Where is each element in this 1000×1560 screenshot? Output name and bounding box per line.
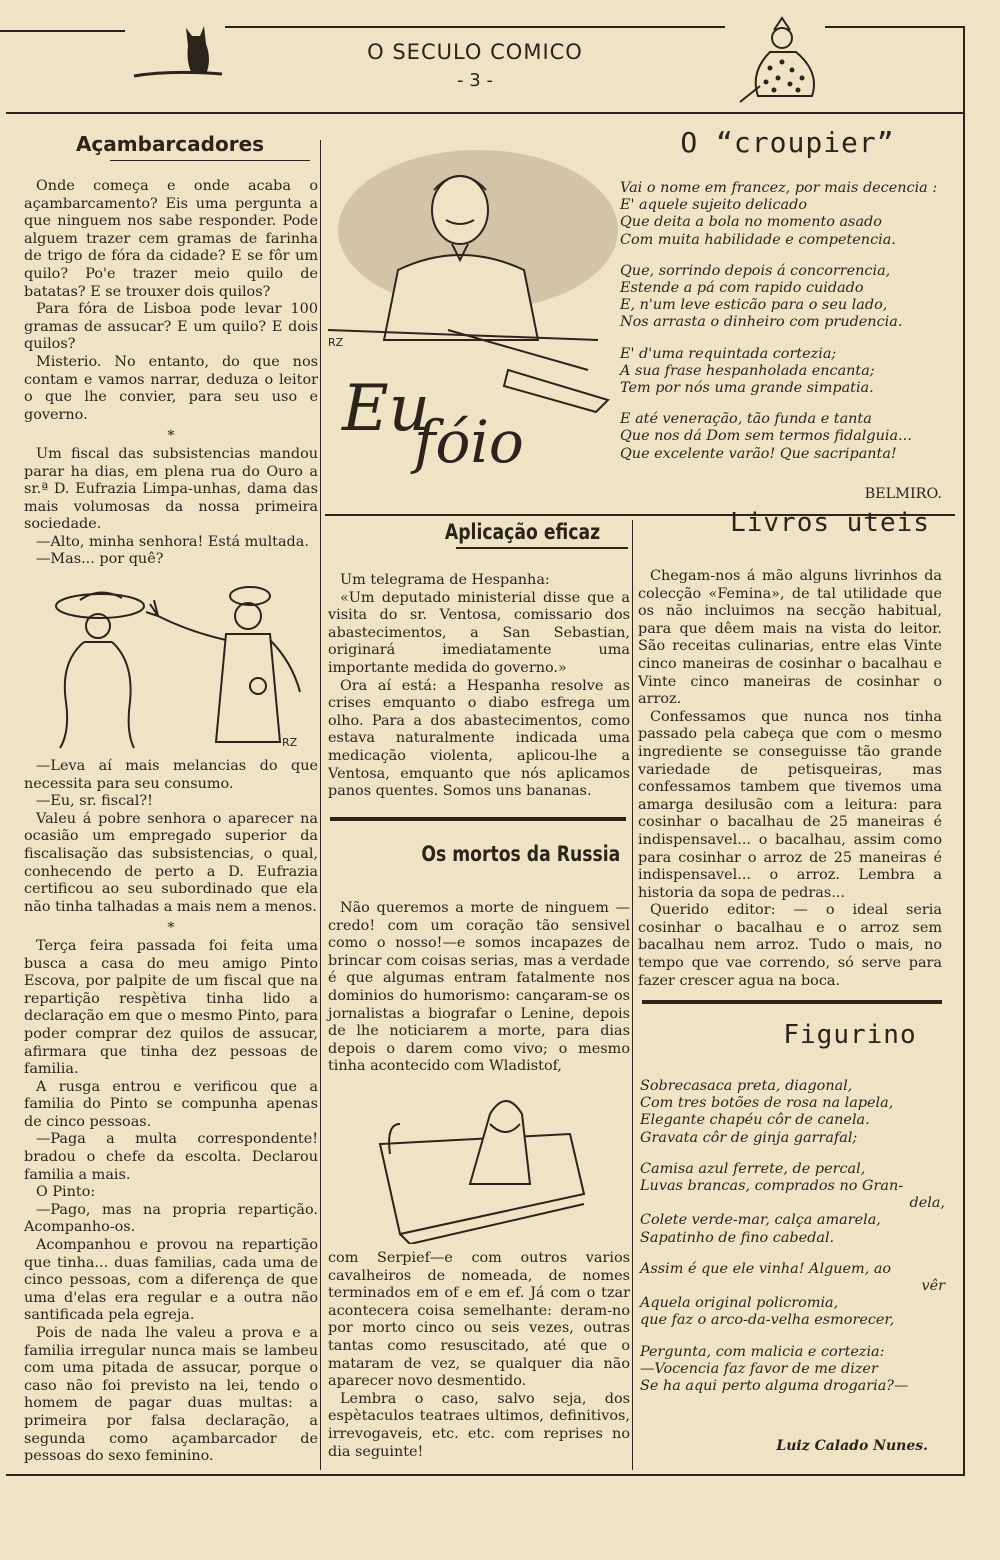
poem-line: E' aquele sujeito delicado: [620, 197, 808, 214]
poem-line: A sua frase hespanholada encanta;: [620, 362, 875, 379]
poem-line: Que nos dá Dom sem termos fidalguia...: [620, 428, 912, 445]
svg-text:RZ: RZ: [282, 736, 298, 749]
paragraph: —Alto, minha senhora! Está multada.: [36, 533, 309, 550]
paragraph: —Eu, sr. fiscal?!: [36, 793, 153, 810]
poem-line: Gravata côr de ginja garrafal;: [640, 1129, 858, 1146]
column-divider-1: [320, 140, 321, 1470]
paragraph: Para fóra de Lisboa pode levar 100 gramas de assucar? E um quilo? E dois quilos?: [24, 301, 318, 353]
poem-line: —Vocencia faz favor de me dizer: [640, 1360, 878, 1377]
poem-line: dela,: [909, 1195, 945, 1212]
poem-line: Nos arrasta o dinheiro com prudencia.: [620, 314, 903, 331]
croupier-title: O “croupier”: [680, 126, 895, 159]
acambarcadores-body-top: [24, 178, 318, 569]
aplicacao-body: [328, 572, 630, 801]
poem-line: Sobrecasaca preta, diagonal,: [640, 1078, 853, 1094]
paragraph: Acompanhou e provou na repartição que tinha... duas familias, cada uma de cinco pessoas, com a diferença de que uma d'elas era regular e a outra não santificada pela egreja.: [24, 1237, 318, 1324]
croupier-author: BELMIRO.: [864, 486, 942, 502]
paragraph: Querido editor: — o ideal seria cosinhar o bacalhau e o arroz sem bacalhau nem arroz. Tudo o mais, no tempo que vae correndo, só serve para fazer crescer agua na boca.: [638, 902, 942, 989]
poem-line: E' d'uma requintada cortezia;: [620, 345, 837, 362]
poem-line: Assim é que ele vinha! Alguem, ao: [640, 1260, 892, 1277]
livros-title: Livros uteis: [730, 508, 930, 538]
figurino-poem: [640, 1078, 945, 1395]
poem-line: Que excelente varão! Que sacripanta!: [620, 445, 897, 462]
poem-line: Sapatinho de fino cabedal.: [640, 1229, 835, 1246]
poem-line: Com tres botões de rosa na lapela,: [640, 1095, 894, 1112]
clown-figure-icon: [730, 12, 830, 107]
figurino-author: Luiz Calado Nunes.: [776, 1438, 928, 1454]
header-rule-left: [0, 30, 125, 32]
illustration-caption-1: Eu: [342, 372, 430, 446]
poem-line: que faz o arco-da-velha esmorecer,: [640, 1312, 895, 1329]
figurino-title: Figurino: [783, 1020, 917, 1050]
paragraph: Não queremos a morte de ninguem —credo! com um coração tão sensivel como o nosso!—e somos incapazes de brincar com coisas serias, mas a verdade é que algumas entram fatalmente nos dominios do humorismo: cançaram-se os jornalistas a biografar o Lenine, depois de lhe noticiarem a morte, para dias depois o darem como vivo; o mesmo tinha acontecido com Wladistof,: [328, 900, 630, 1075]
poem-line: Que, sorrindo depois á concorrencia,: [620, 262, 891, 279]
header-rule-center: [225, 26, 725, 28]
poem-line: Camisa azul ferrete, de percal,: [640, 1160, 866, 1177]
poem-line: Luvas brancas, comprados no Gran-: [640, 1178, 904, 1195]
paragraph: O Pinto:: [36, 1184, 96, 1201]
paragraph: Misterio. No entanto, do que nos contam e vamos narrar, deduza o leitor o que lhe convier, para seu uso e governo.: [24, 353, 318, 423]
section-divider: [642, 1000, 942, 1004]
acambarcadores-body-bottom: [24, 758, 318, 1466]
paragraph: Confessamos que nunca nos tinha passado pela cabeça que com o mesmo ingrediente se conseguisse tão grande variedade de petisqueiras, mas confessamos tambem que tivemos uma amarga desilusão com a leitura: para cosinhar o bacalhau de 25 maneiras é indispensavel... o bacalhau, assim como para cosinhar o arroz de 25 maneiras é indispensavel... o arroz. Lembra a historia da sopa de pedras...: [638, 708, 942, 901]
poem-line: Elegante chapéu côr de canela.: [640, 1112, 870, 1129]
mortos-title: Os mortos da Russia: [421, 842, 621, 866]
croupier-illustration: [328, 140, 618, 500]
paragraph: Valeu á pobre senhora o aparecer na ocasião um empregado superior da fiscalisação das subsistencias, o qual, conhecendo de perto a D. Eufrazia certificou ao seu subordinado que ela não tinha talhadas a mais nem a menos.: [24, 810, 318, 915]
paragraph: —Leva aí mais melancias do que necessita para seu consumo.: [24, 758, 318, 792]
poem-line: E até veneração, tão funda e tanta: [620, 411, 872, 428]
poem-line: Tem por nós uma grande simpatia.: [620, 380, 874, 397]
column-divider-2: [632, 520, 633, 1470]
paragraph: Chegam-nos á mão alguns livrinhos da colecção «Femina», de tal utilidade que os não incluimos na secção habitual, para que dêem mais na vista do leitor. São receitas culinarias, entre elas Vinte cinco maneiras de cosinhar o bacalhau e Vinte cinco maneiras de cosinhar o arroz.: [638, 568, 942, 708]
poem-line: vêr: [921, 1278, 945, 1295]
header-rule-right: [825, 26, 965, 28]
cat-icon: [130, 14, 230, 84]
paragraph: Onde começa e onde acaba o açambarcamento? Eis uma pergunta a que ninguem nos sabe responder. Pode alguem trazer cem gramas de farinha de trigo de fóra da cidade? E se fôr um quilo? Po'e trazer meio quilo de batatas? E se trouxer dois quilos?: [24, 178, 318, 300]
section-star: *: [167, 428, 175, 445]
illustration-signature: RZ: [328, 336, 344, 349]
section-star: *: [167, 920, 175, 937]
paragraph: —Mas... por quê?: [36, 551, 164, 568]
poem-line: Pergunta, com malicia e cortezia:: [640, 1343, 885, 1360]
livros-body: [638, 568, 942, 990]
paragraph: A rusga entrou e verificou que a familia do Pinto se compunha apenas de cinco pessoas.: [24, 1078, 318, 1130]
aplicacao-title-underline: [456, 547, 628, 549]
page-number: - 3 -: [457, 70, 493, 91]
poem-line: Estende a pá com rapido cuidado: [620, 280, 864, 297]
paragraph: Um telegrama de Hespanha:: [340, 572, 550, 588]
poem-line: Com muita habilidade e competencia.: [620, 231, 896, 248]
header-bottom-rule: [6, 112, 964, 114]
paragraph: Terça feira passada foi feita uma busca a casa do meu amigo Pinto Escova, por palpite de um fiscal que na repartição respètiva tinha lido a declaração em que o mesmo Pinto, para poder comprar dez quilos de assucar, afirmara que tinha dez pessoas de familia.: [24, 937, 318, 1078]
paragraph: Ora aí está: a Hespanha resolve as crises emquanto o diabo esfrega um olho. Para a dos abastecimentos, como estava naturalmente indicada uma medicação violenta, aplicou-lhe a Ventosa, emquanto que nós aplicamos panos quentes. Somos uns bananas.: [328, 677, 630, 800]
paragraph: Pois de nada lhe valeu a prova e a familia irregular nunca mais se lambeu com uma pitada de assucar, porque o caso não foi previsto na lei, tendo o homem de pagar duas multas: a primeira por falsa declaração, a segunda como açambarcador de pessoas do sexo feminino.: [24, 1325, 318, 1465]
mortos-body-bottom: [328, 1250, 630, 1461]
paragraph: com Serpief—e com outros varios cavalheiros de nomeada, de nomes terminados em of e em ef. Já com o tzar acontecera coisa semelhante: deram-no por morto cinco ou seis vezes, outras tantas como resuscitado, até que o mataram de vez, se qualquer dia não aparecer novo desmentido.: [328, 1250, 630, 1390]
coffin-illustration: [370, 1084, 590, 1244]
poem-line: E, n'um leve esticão para o seu lado,: [620, 297, 888, 314]
paragraph: —Paga a multa correspondente! bradou o chefe da escolta. Declarou familia a mais.: [24, 1131, 318, 1183]
acambarcadores-title-underline: [110, 160, 310, 161]
illustration-caption-2: fóio: [414, 408, 524, 476]
mortos-body-top: [328, 900, 630, 1076]
paragraph: —Pago, mas na propria repartição. Acompanho-os.: [24, 1201, 318, 1236]
page-frame-bottom: [6, 1474, 964, 1476]
fiscal-and-lady-illustration: [30, 582, 310, 752]
paragraph: Um fiscal das subsistencias mandou parar ha dias, em plena rua do Ouro a sr.ª D. Eufrazia Limpa-unhas, dama das mais volumosas da nossa primeira sociedade.: [24, 445, 318, 533]
poem-line: Que deita a bola no momento asado: [620, 214, 882, 231]
section-divider: [330, 817, 626, 821]
paragraph: Lembra o caso, salvo seja, dos espètaculos teatraes ultimos, definitivos, irrevogaveis, etc. etc. com reprises no dia seguinte!: [328, 1390, 630, 1460]
poem-line: Aquela original policromia,: [640, 1295, 839, 1312]
aplicacao-title: Aplicação eficaz: [444, 520, 601, 544]
croupier-poem: [620, 180, 965, 463]
poem-line: Se ha aqui perto alguma drogaria?—: [640, 1378, 909, 1395]
newspaper-title: O SECULO COMICO: [367, 40, 583, 64]
poem-line: Vai o nome em francez, por mais decencia :: [620, 180, 938, 196]
poem-line: Colete verde-mar, calça amarela,: [640, 1212, 881, 1229]
acambarcadores-title: Açambarcadores: [75, 132, 265, 156]
paragraph: «Um deputado ministerial disse que a visita do sr. Ventosa, comissario dos abastecimentos, a San Sebastian, originará imediatamente uma importante medida do governo.»: [328, 589, 630, 676]
